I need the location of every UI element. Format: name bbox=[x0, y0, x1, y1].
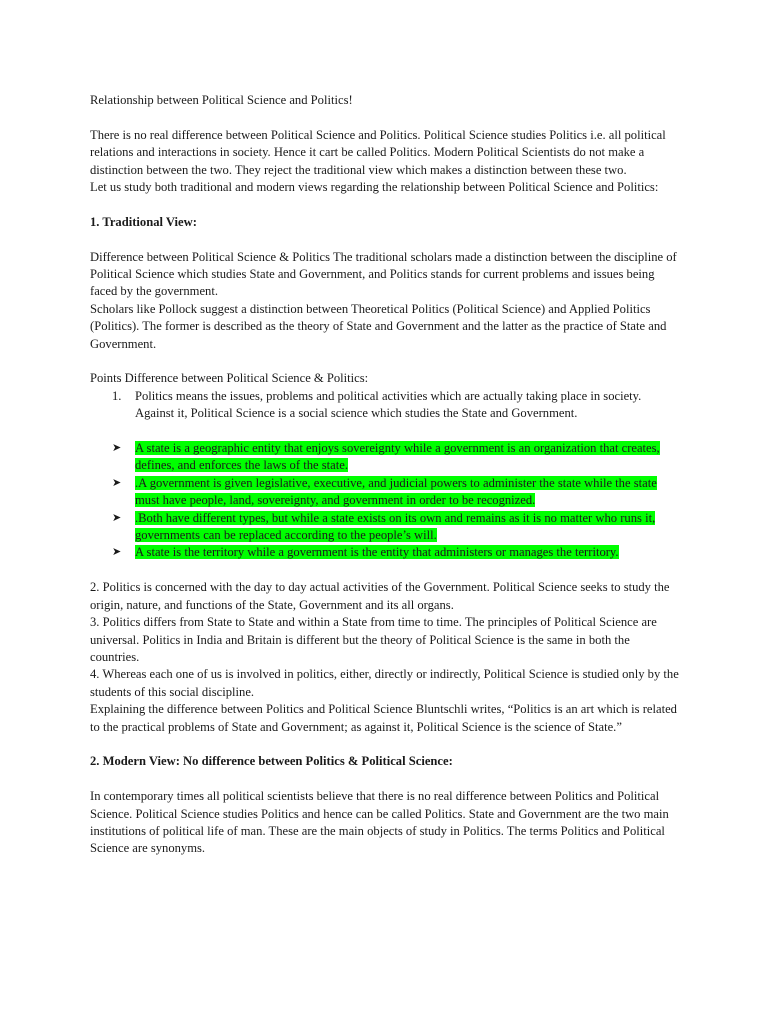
highlighted-text: A state is the territory while a government is the entity that administers or manages the territory. bbox=[135, 545, 619, 560]
highlighted-text: .A government is given legislative, executive, and judicial powers to administer the state while the state must have people, land, sovereignty, and government in order to be recognized. bbox=[135, 475, 657, 508]
highlighted-bullet-list bbox=[90, 440, 680, 562]
arrowhead-bullet-icon: ➤ bbox=[112, 546, 122, 559]
list-item bbox=[90, 544, 680, 561]
list-item-text: Politics means the issues, problems and political activities which are actually taking place in society. Against it, Political Science is a social science which studies the State and Government. bbox=[135, 388, 642, 421]
bluntschli-quote-paragraph: Explaining the difference between Politics and Political Science Bluntschli writes, “Politics is an art which is related to the practical problems of State and Government; as against it, Political Science is the science of State.” bbox=[90, 702, 677, 734]
intro-paragraph: There is no real difference between Political Science and Politics. Political Science studies Politics i.e. all political relations and interactions in society. Hence it cart be called Politics. Modern Political Scientists do not make a distinction between the two. They reject the traditional view which makes a distinction between these two. bbox=[90, 127, 666, 177]
intro-paragraph-2: Let us study both traditional and modern views regarding the relationship between Political Science and Politics: bbox=[90, 180, 659, 195]
modern-paragraph-1: In contemporary times all political scientists believe that there is no real difference between Politics and Political Science. Political Science studies Politics and hence can be called Politics. State and Government are the two main institutions of political life of man. These are the main objects of study in Politics. The terms Politics and Political Science are synonyms. bbox=[90, 789, 669, 856]
point-2-paragraph: 2. Politics is concerned with the day to day actual activities of the Government. Political Science seeks to study the origin, nature, and functions of the State, Government and its all organs. bbox=[90, 580, 670, 612]
list-item bbox=[90, 388, 680, 423]
modern-view-heading: 2. Modern View: No difference between Politics & Political Science: bbox=[90, 754, 453, 769]
list-item bbox=[90, 510, 680, 545]
points-heading: Points Difference between Political Science & Politics: bbox=[90, 371, 369, 386]
points-list bbox=[90, 388, 680, 423]
arrowhead-bullet-icon: ➤ bbox=[112, 476, 122, 489]
list-number: 1. bbox=[112, 388, 122, 403]
document-title: Relationship between Political Science and Politics! bbox=[90, 93, 353, 107]
traditional-paragraph-1: Difference between Political Science & Politics The traditional scholars made a distinction between the discipline of Political Science which studies State and Government, and Politics stands for current problems and issues being faced by the government. bbox=[90, 249, 677, 299]
point-4-paragraph: 4. Whereas each one of us is involved in politics, either, directly or indirectly, Political Science is studied only by the students of this social discipline. bbox=[90, 667, 679, 699]
traditional-paragraph-2: Scholars like Pollock suggest a distinction between Theoretical Politics (Political Science) and Applied Politics (Politics). The former is described as the theory of State and Government and the latter as the practice of State and Government. bbox=[90, 301, 667, 351]
point-3-paragraph: 3. Politics differs from State to State and within a State from time to time. The principles of Political Science are universal. Politics in India and Britain is different but the theory of Political Science is the same in both the countries. bbox=[90, 615, 657, 664]
list-item bbox=[90, 475, 680, 510]
traditional-view-heading: 1. Traditional View: bbox=[90, 214, 197, 229]
arrowhead-bullet-icon: ➤ bbox=[112, 511, 122, 524]
arrowhead-bullet-icon: ➤ bbox=[112, 442, 122, 455]
list-item bbox=[90, 440, 680, 475]
document-page bbox=[90, 92, 680, 858]
highlighted-text: A state is a geographic entity that enjoys sovereignty while a government is an organization that creates, defines, and enforces the laws of the state. bbox=[135, 441, 660, 473]
highlighted-text: .Both have different types, but while a state exists on its own and remains as it is no matter who runs it, governments can be replaced according to the people’s will. bbox=[135, 510, 656, 543]
